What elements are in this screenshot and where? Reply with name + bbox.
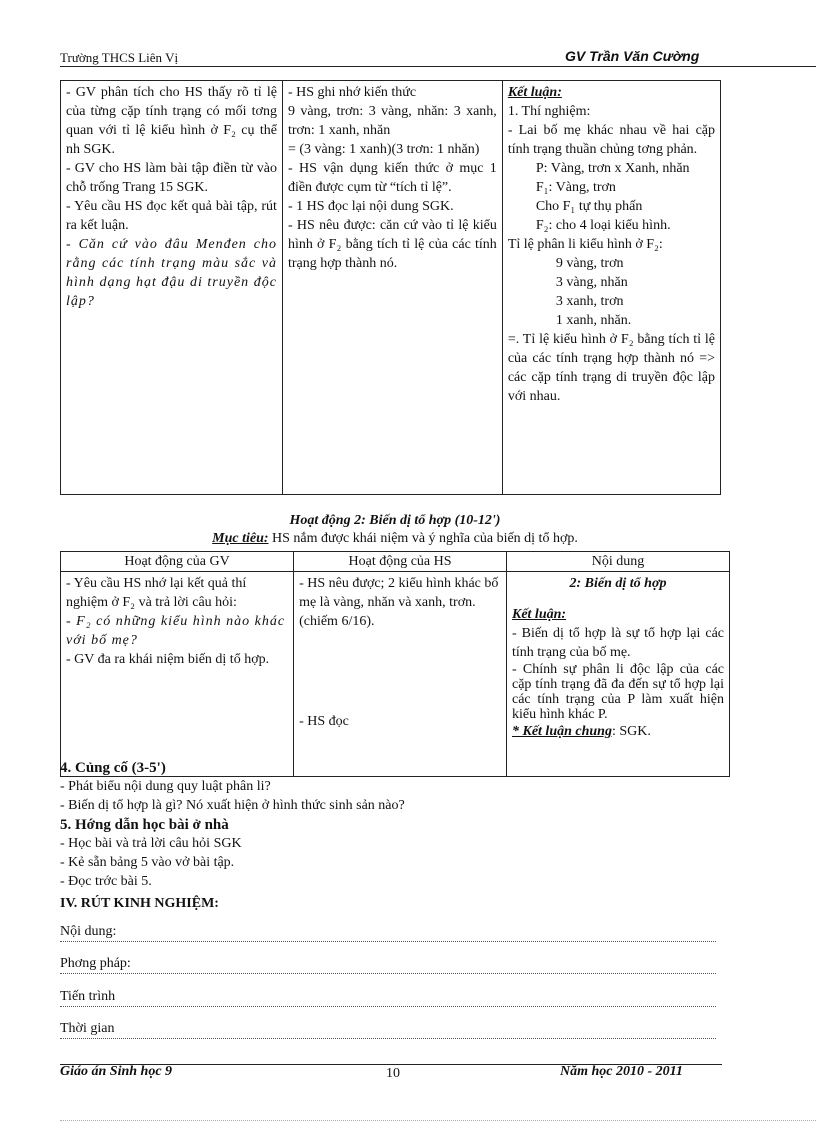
- conclusion-heading: Kết luận:: [511, 607, 567, 622]
- section5-title: 5. Hớng dẫn học bài ở nhà: [60, 817, 229, 833]
- activity2-title: Hoạt động 2: Biến dị tổ hợp (10-12'): [289, 513, 501, 528]
- general-conclusion-text: : SGK.: [611, 724, 651, 739]
- goal-text: HS nắm được khái niệm và ý nghĩa của biến dị tổ hợp.: [268, 531, 578, 546]
- self-pollinate: Cho F₁ tự thụ phấn: [535, 199, 643, 214]
- cross-f2: F₂: cho 4 loại kiểu hình.: [535, 218, 671, 233]
- content-title: 2: Biến dị tổ hợp: [569, 576, 667, 591]
- note-row-method: Phơng pháp:: [60, 956, 716, 974]
- teacher-activity-cell: [61, 572, 294, 777]
- school-name: Trường THCS Liên Vị: [60, 50, 179, 65]
- header-student: Hoạt động của HS: [294, 552, 507, 572]
- section4-item: - Biến dị tổ hợp là gì? Nó xuất hiện ở hình thức sinh sản nào?: [60, 798, 405, 813]
- student-step: = (3 vàng: 1 xanh)(3 trơn: 1 nhăn): [287, 142, 480, 157]
- student-step: - HS nêu được: căn cứ vào tỉ lệ kiểu hình ở F₂ bằng tích tỉ lệ của các tính trạng hợp thành nó.: [287, 218, 497, 271]
- activity2-goal: [60, 531, 730, 547]
- page-number: 10: [386, 1066, 400, 1081]
- ratio-item: 3 xanh, trơn: [555, 294, 624, 309]
- student-step: - 1 HS đọc lại nội dung SGK.: [287, 199, 454, 214]
- conclusion-text: =. Tỉ lệ kiểu hình ở F₂ bằng tích tỉ lệ của các tính trạng hợp thành nó => các cặp tính trạng di truyền độc lập với nhau.: [507, 332, 715, 404]
- student-step: - HS đọc: [299, 714, 349, 729]
- student-activity-cell: [282, 81, 502, 495]
- student-step: - HS nêu được; 2 kiểu hình khác bố mẹ là vàng, nhăn và xanh, trơn. (chiếm 6/16).: [299, 576, 499, 629]
- header-content: Nội dung: [506, 552, 729, 572]
- ratio-item: 3 vàng, nhăn: [555, 275, 628, 290]
- cross-p: P: Vàng, trơn x Xanh, nhăn: [535, 161, 690, 176]
- bottom-border: [60, 1120, 816, 1121]
- student-step: - HS vận dụng kiến thức ở mục 1 điền được cụm từ “tích tỉ lệ”.: [287, 161, 497, 195]
- header-divider: [60, 66, 816, 67]
- teacher-step: - GV phân tích cho HS thấy rõ tỉ lệ của từng cặp tính trạng có mối tơng quan với tỉ lệ kiểu hình ở F₂ cụ thể nh SGK.: [66, 85, 277, 157]
- section-iv-title: IV. RÚT KINH NGHIỆM:: [60, 896, 219, 911]
- experiment-label: 1. Thí nghiệm:: [507, 104, 591, 119]
- teacher-step: - GV cho HS làm bài tập điền từ vào chỗ trống Trang 15 SGK.: [66, 161, 277, 195]
- note-row-progress: Tiến trình: [60, 989, 716, 1007]
- section5-item: - Đọc trớc bài 5.: [60, 874, 152, 889]
- note-row-content: Nội dung:: [60, 924, 716, 942]
- footer-title: Giáo án Sinh học 9: [60, 1064, 173, 1079]
- teacher-step: - Yêu cầu HS đọc kết quả bài tập, rút ra kết luận.: [66, 199, 277, 233]
- ratio-label: Tỉ lệ phân li kiểu hình ở F₂:: [507, 237, 663, 252]
- general-conclusion-label: * Kết luận chung: [511, 724, 612, 739]
- content-cell: [502, 81, 720, 495]
- conclusion-text: - Biến dị tổ hợp là sự tổ hợp lại các tính trạng của bố mẹ.: [511, 626, 724, 660]
- conclusion-text: - Chính sự phân li độc lập của các cặp tính trạng đã đa đến sự tổ hợp lại các tính trạng của P làm xuất hiện kiểu hình khác P.: [511, 662, 724, 722]
- teacher-activity-cell: [61, 81, 283, 495]
- section4-title: 4. Củng cố (3-5'): [60, 760, 166, 776]
- footer-year: Năm học 2010 - 2011: [560, 1064, 683, 1079]
- header-teacher: Hoạt động của GV: [61, 552, 294, 572]
- general-conclusion: [512, 722, 724, 741]
- activity2-table: [60, 551, 730, 777]
- ratio-item: 9 vàng, trơn: [555, 256, 624, 271]
- teacher-step: - GV đa ra khái niệm biến dị tổ hợp.: [66, 652, 270, 667]
- experiment-line: - Lai bố mẹ khác nhau về hai cặp tính trạng thuần chủng tơng phản.: [507, 123, 715, 157]
- section5-item: - Kẻ sẵn bảng 5 vào vở bài tập.: [60, 855, 235, 870]
- student-step: - HS ghi nhớ kiến thức: [287, 85, 417, 100]
- cross-f1: F₁: Vàng, trơn: [535, 180, 616, 195]
- content-cell: [506, 572, 729, 777]
- conclusion-heading: Kết luận:: [507, 85, 562, 100]
- teacher-name: GV Trần Văn Cường: [565, 48, 700, 64]
- goal-label: Mục tiêu:: [212, 531, 269, 546]
- teacher-question: - F₂ có những kiểu hình nào khác với bố mẹ?: [66, 614, 286, 648]
- student-activity-cell: [294, 572, 507, 777]
- student-step: 9 vàng, trơn: 3 vàng, nhăn: 3 xanh, trơn: 1 xanh, nhăn: [287, 104, 497, 138]
- teacher-question: - Căn cứ vào đâu Menđen cho rằng các tính trạng màu sắc và hình dạng hạt đậu di truyền độc lập?: [66, 237, 277, 309]
- section5-item: - Học bài và trả lời câu hỏi SGK: [60, 836, 242, 851]
- note-row-time: Thời gian: [60, 1021, 716, 1039]
- section4-item: - Phát biểu nội dung quy luật phân li?: [60, 779, 271, 794]
- teacher-step: - Yêu cầu HS nhớ lại kết quả thí nghiệm ở F₂ và trả lời câu hỏi:: [66, 576, 247, 610]
- activity1-table: [60, 80, 721, 495]
- ratio-item: 1 xanh, nhăn.: [555, 313, 632, 328]
